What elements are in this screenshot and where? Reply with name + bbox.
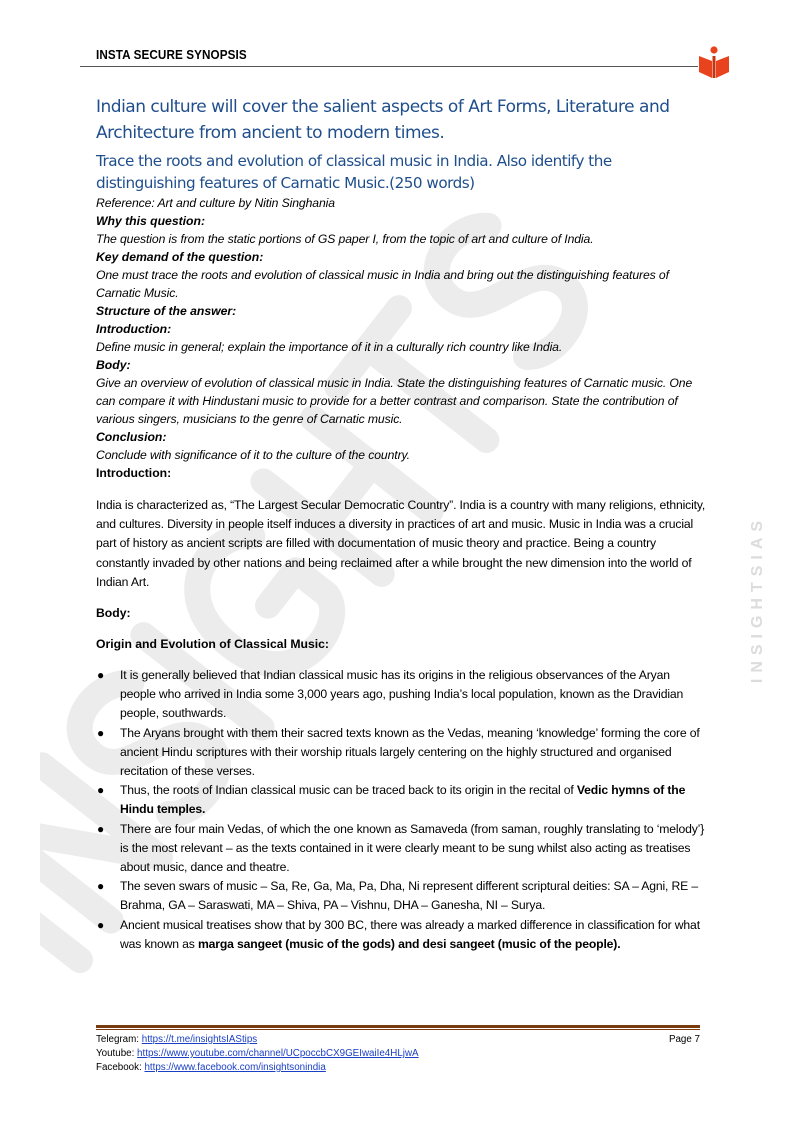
structure-conclusion-text: Conclude with significance of it to the culture of the country.: [96, 448, 410, 462]
header-divider: [80, 66, 698, 67]
topic-heading: Indian culture will cover the salient aspects of Art Forms, Literature and Architecture from ancient to modern times.: [96, 97, 670, 143]
reference-line: Reference: Art and culture by Nitin Singhania: [96, 196, 335, 210]
structure-intro-label: Introduction:: [96, 322, 172, 336]
origin-heading: Origin and Evolution of Classical Music:: [96, 637, 329, 652]
watermark-label: [748, 300, 768, 900]
bullet-text: It is generally believed that Indian classical music has its origins in the religious observances of the Aryan people who arrived in India some 3,000 years ago, pushing India’s local population, known as the Dravidian people, southwards.: [120, 668, 684, 721]
watermark-stroke: [40, 868, 80, 960]
key-demand-text: One must trace the roots and evolution of classical music in India and bring out the distinguishing features of Carnatic Music.: [96, 268, 669, 300]
bullet-icon: ●: [97, 783, 105, 798]
footer-telegram: [96, 1033, 700, 1047]
bullet-text: The seven swars of music – Sa, Re, Ga, Ma, Pa, Dha, Ni represent different scriptural deities: SA – Agni, RE – Brahma, GA – Saraswati, MA – Shiva, PA – Vishnu, DHA – Ganesha, NI – Surya.: [120, 879, 699, 913]
structure-conclusion-label: Conclusion:: [96, 430, 167, 444]
bullet-icon: ●: [97, 917, 105, 932]
header-title: INSTA SECURE SYNOPSIS: [96, 47, 247, 62]
bullet-icon: ●: [97, 668, 105, 683]
structure-intro-text: Define music in general; explain the importance of it in a culturally rich country like India.: [96, 340, 563, 354]
footer-divider-thin: [96, 1029, 700, 1030]
bullet-icon: ●: [97, 725, 105, 740]
structure-body-label: Body:: [96, 358, 131, 372]
document-body: [96, 94, 706, 954]
answer-body-label: Body:: [96, 606, 131, 621]
telegram-label: Telegram:: [96, 1034, 142, 1045]
why-label: Why this question:: [96, 214, 206, 228]
list-item: [96, 877, 706, 915]
list-item: [96, 724, 706, 782]
telegram-link[interactable]: https://t.me/insightsIAStips: [141, 1034, 258, 1045]
bullet-icon: ●: [97, 879, 105, 894]
bullet-text: Ancient musical treatises show that by 300 BC, there was already a marked difference in classification for what was known as: [120, 917, 700, 951]
question-heading: Trace the roots and evolution of classical music in India. Also identify the distinguishing features of Carnatic Music.(250 words): [96, 152, 612, 192]
footer-divider-thick: [96, 1025, 700, 1028]
bullet-text: The Aryans brought with them their sacred texts known as the Vedas, meaning ‘knowledge’ forming the core of ancient Hindu scriptures with their worship rituals largely centering on the highly structured and organised recitation of these verses.: [120, 725, 700, 779]
page-number: Page 7: [668, 1034, 700, 1045]
list-item: [96, 781, 706, 819]
page-footer: [96, 1033, 700, 1075]
watermark-text: INSIGHTSIAS: [749, 514, 766, 684]
answer-intro-label: Introduction:: [96, 466, 172, 480]
youtube-link[interactable]: https://www.youtube.com/channel/UCpoccbCX9GEIwaiIe4HLjwA: [137, 1048, 419, 1059]
footer-facebook: [96, 1061, 700, 1075]
bullet-bold-text: marga sangeet (music of the gods) and desi sangeet (music of the people).: [197, 936, 621, 951]
list-item: [96, 820, 706, 878]
footer-youtube: [96, 1047, 700, 1061]
structure-label: Structure of the answer:: [96, 304, 237, 318]
facebook-label: Facebook:: [96, 1062, 145, 1073]
structure-body-text: Give an overview of evolution of classical music in India. State the distinguishing features of Carnatic music. One can compare it with Hindustani music to provide for a better contrast and comparison. State the contribution of various singers, musicians to the genre of Carnatic music.: [96, 376, 693, 426]
why-text: The question is from the static portions of GS paper I, from the topic of art and culture of India.: [96, 232, 594, 246]
key-demand-label: Key demand of the question:: [96, 250, 264, 264]
bullet-text: There are four main Vedas, of which the one known as Samaveda (from saman, roughly translating to ‘melody’} is the most relevant – as the texts contained in it were clearly meant to be sung whilst also acting as treatises about music, dance and theatre.: [120, 821, 705, 875]
bullet-text: Thus, the roots of Indian classical music can be traced back to its origin in the recital of: [120, 783, 577, 798]
bullet-bold-text: Vedic hymns of the Hindu temples.: [120, 783, 686, 817]
facebook-link[interactable]: https://www.facebook.com/insightsonindia: [144, 1062, 326, 1073]
insights-reader-logo-icon: [696, 44, 732, 80]
answer-intro-text: India is characterized as, “The Largest Secular Democratic Country”. India is a country with many religions, ethnicity, and cultures. Diversity in people itself induces a diversity in practices of art and music. Music in India was a crucial part of history as ancient scripts are filled with documentation of music theory and practice. Being a country constantly invaded by other nations and being reclaimed after a while brought the new dimension into the world of Indian Art.: [96, 498, 706, 589]
bullet-icon: ●: [97, 821, 105, 836]
origin-bullet-list: [96, 666, 706, 954]
list-item: [96, 916, 706, 954]
list-item: [96, 666, 706, 724]
youtube-label: Youtube:: [96, 1048, 138, 1059]
